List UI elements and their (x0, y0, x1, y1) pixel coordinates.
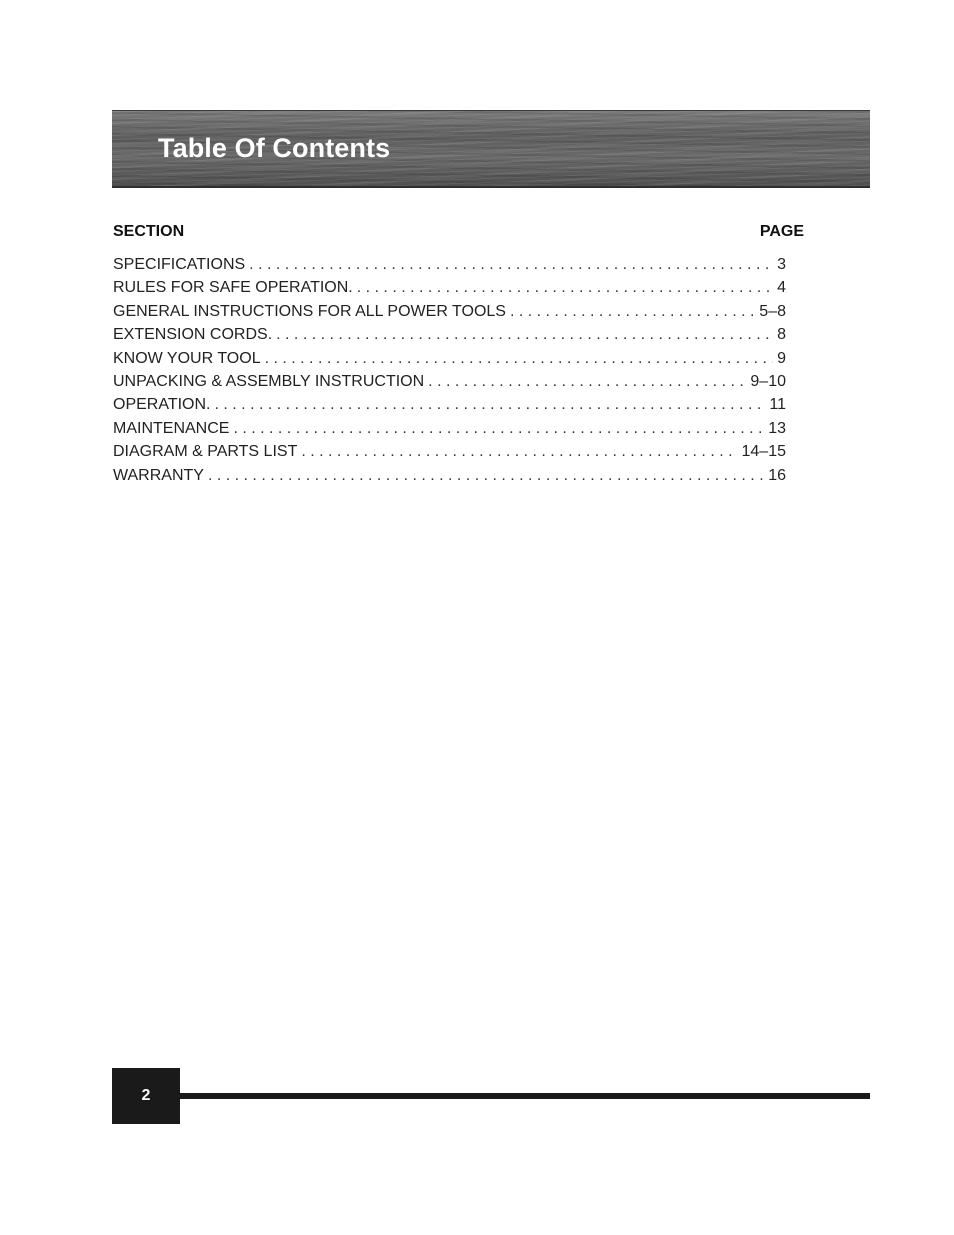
toc-entry-maintenance[interactable] (113, 420, 786, 443)
footer-rule (180, 1093, 870, 1099)
toc-entry-page: 5–8 (759, 302, 786, 320)
toc-entry-general-instructions[interactable] (113, 303, 786, 326)
toc-entry-title: MAINTENANCE (113, 419, 230, 437)
toc-entry-page: 11 (769, 396, 786, 414)
toc-entry-page: 9 (777, 349, 786, 367)
toc-column-headers (113, 223, 804, 241)
toc-entry-unpacking-assembly[interactable] (113, 373, 786, 396)
toc-entry-extension-cords[interactable] (113, 326, 786, 349)
page-column-header: PAGE (759, 223, 804, 240)
toc-dot-leader (301, 443, 737, 461)
toc-entry-specifications[interactable] (113, 256, 786, 279)
toc-entry-page: 16 (768, 466, 786, 484)
toc-entry-title: OPERATION. (113, 396, 211, 414)
toc-entry-warranty[interactable] (113, 467, 786, 490)
toc-dot-leader (510, 303, 755, 321)
toc-dot-leader (215, 396, 766, 414)
page-number-box (112, 1068, 180, 1124)
toc-entry-title: SPECIFICATIONS (113, 256, 246, 273)
toc-entry-diagram-parts-list[interactable] (113, 443, 786, 466)
toc-entry-title: GENERAL INSTRUCTIONS FOR ALL POWER TOOLS (113, 302, 506, 320)
page-number: 2 (141, 1087, 151, 1104)
toc-entry-page: 14–15 (741, 443, 786, 461)
toc-entry-title: WARRANTY (113, 466, 204, 484)
toc-entry-title: KNOW YOUR TOOL (113, 349, 261, 367)
toc-dot-leader (428, 373, 746, 391)
page-title: Table Of Contents (158, 133, 391, 163)
toc-entry-title: DIAGRAM & PARTS LIST (113, 443, 298, 461)
toc-entry-title: UNPACKING & ASSEMBLY INSTRUCTION (113, 372, 425, 390)
toc-dot-leader (265, 350, 774, 368)
toc-entry-page: 8 (777, 326, 786, 344)
toc-dot-leader (357, 279, 773, 297)
toc-entry-title: RULES FOR SAFE OPERATION. (113, 279, 353, 297)
toc-dot-leader (276, 326, 773, 344)
toc-dot-leader (249, 256, 773, 274)
toc-dot-leader (208, 467, 764, 485)
toc-entry-rules-for-safe-operation[interactable] (113, 279, 786, 302)
toc-entry-operation[interactable] (113, 396, 786, 419)
toc-entry-page: 3 (777, 256, 786, 273)
toc-list (113, 256, 786, 490)
title-banner (112, 110, 870, 188)
toc-entry-page: 13 (768, 419, 786, 437)
toc-entry-page: 9–10 (750, 372, 786, 390)
toc-entry-page: 4 (777, 279, 786, 297)
toc-entry-title: EXTENSION CORDS. (113, 326, 273, 344)
section-column-header: SECTION (113, 223, 185, 240)
toc-entry-know-your-tool[interactable] (113, 350, 786, 373)
toc-dot-leader (233, 420, 764, 438)
